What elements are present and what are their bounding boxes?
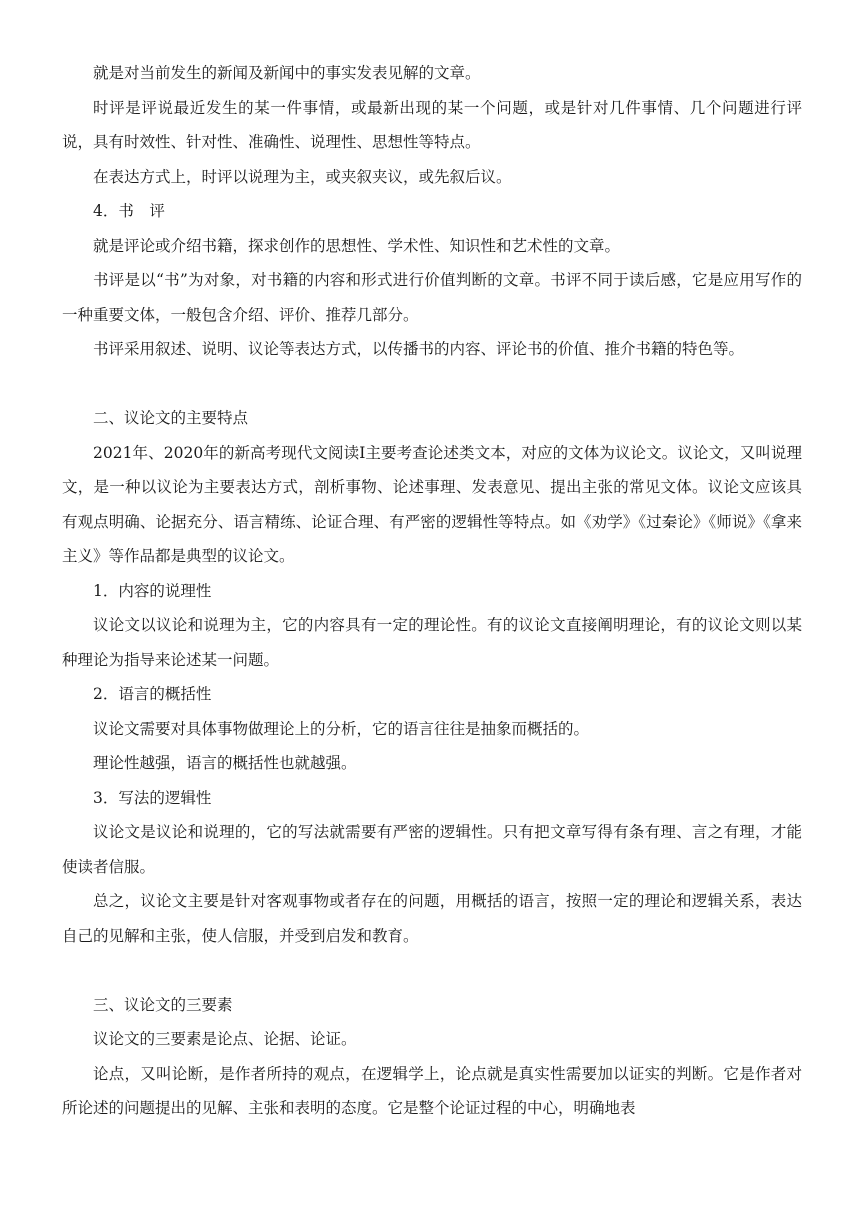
section-heading-three-elements: 三、议论文的三要素 [93, 995, 233, 1014]
paragraph: 总之，议论文主要是针对客观事物或者存在的问题，用概括的语言，按照一定的理论和逻辑关系，表达自己的见解和主张，使人信服，并受到启发和教育。 [62, 892, 802, 945]
section-spacer [62, 367, 802, 402]
paragraph: 在表达方式上，时评以说理为主，或夹叙夹议，或先叙后议。 [93, 167, 512, 186]
paragraph: 书评是以“书”为对象，对书籍的内容和形式进行价值判断的文章。书评不同于读后感，它是应用写作的一种重要文体，一般包含介绍、评价、推荐几部分。 [62, 271, 802, 324]
paragraph: 2021年、2020年的新高考现代文阅读Ⅰ主要考查论述类文本，对应的文体为议论文。议论文，又叫说理文，是一种以议论为主要表达方式，剖析事物、论述事理、发表意见、提出主张的常见文体。议论文应该具有观点明确、论据充分、语言精练、论证合理、有严密的逻辑性等特点。如《劝学》《过秦论》《师说》《拿来主义》等作品都是典型的议论文。 [62, 443, 802, 565]
paragraph: 论点，又叫论断，是作者所持的观点，在逻辑学上，论点就是真实性需要加以证实的判断。它是作者对所论述的问题提出的见解、主张和表明的态度。它是整个论证过程的中心，明确地表 [62, 1064, 802, 1117]
paragraph: 就是评论或介绍书籍，探求创作的思想性、学术性、知识性和艺术性的文章。 [93, 236, 621, 255]
paragraph: 就是对当前发生的新闻及新闻中的事实发表见解的文章。 [93, 64, 481, 82]
paragraph: 书评采用叙述、说明、议论等表达方式，以传播书的内容、评论书的价值、推介书籍的特色等。 [93, 340, 745, 358]
paragraph: 理论性越强，语言的概括性也就越强。 [93, 754, 357, 772]
subheading-language: 2．语言的概括性 [93, 685, 212, 703]
section-heading-features: 二、议论文的主要特点 [93, 409, 249, 427]
subheading-logic: 3．写法的逻辑性 [93, 788, 212, 807]
subheading-reasoning: 1．内容的说理性 [93, 581, 212, 600]
section-spacer [62, 953, 802, 988]
subheading-book-review: 4．书 评 [93, 202, 165, 220]
paragraph: 议论文的三要素是论点、论据、论证。 [93, 1030, 357, 1048]
paragraph: 议论文以议论和说理为主，它的内容具有一定的理论性。有的议论文直接阐明理论，有的议论文则以某种理论为指导来论述某一问题。 [62, 616, 802, 669]
paragraph: 时评是评说最近发生的某一件事情，或最新出现的某一个问题，或是针对几件事情、几个问题进行评说，具有时效性、针对性、准确性、说理性、思想性等特点。 [62, 98, 802, 151]
paragraph: 议论文是议论和说理的，它的写法就需要有严密的逻辑性。只有把文章写得有条有理、言之有理，才能使读者信服。 [62, 823, 802, 876]
paragraph: 议论文需要对具体事物做理论上的分析，它的语言往往是抽象而概括的。 [93, 719, 590, 738]
document-page [62, 56, 802, 1126]
